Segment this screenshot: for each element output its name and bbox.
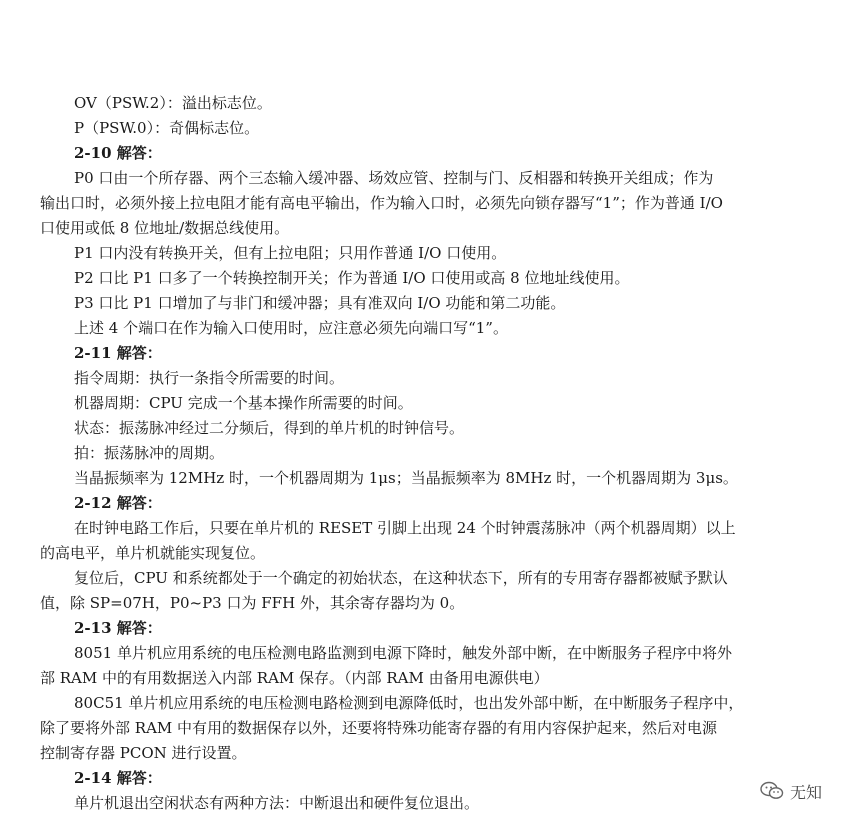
text-line: 的高电平，单片机就能实现复位。 — [40, 544, 266, 562]
text-line: 除了要将外部 RAM 中有用的数据保存以外，还要将特殊功能寄存器的有用内容保护起来，然后对电源 — [40, 719, 718, 737]
text-line: 指令周期：执行一条指令所需要的时间。 — [74, 369, 345, 387]
section-heading: 2-14 解答： — [74, 769, 162, 787]
text-line: OV（PSW.2）：溢出标志位。 — [74, 94, 272, 112]
text-line: P3 口比 P1 口增加了与非门和缓冲器；具有准双向 I/O 功能和第二功能。 — [74, 294, 566, 312]
text-line: 输出口时，必须外接上拉电阻才能有高电平输出，作为输入口时，必须先向锁存器写“1”；作为普通 I/O — [40, 194, 723, 212]
wechat-icon — [760, 781, 784, 801]
text-line: 单片机退出空闲状态有两种方法：中断退出和硬件复位退出。 — [74, 794, 480, 812]
text-line: P（PSW.0）：奇偶标志位。 — [74, 119, 260, 137]
text-line: 在时钟电路工作后，只要在单片机的 RESET 引脚上出现 24 个时钟震荡脉冲（两个机器周期）以上 — [74, 519, 736, 537]
text-line: 当晶振频率为 12MHz 时，一个机器周期为 1μs；当晶振频率为 8MHz 时，一个机器周期为 3μs。 — [74, 469, 738, 487]
text-line: 值，除 SP=07H，P0~P3 口为 FFH 外，其余寄存器均为 0。 — [40, 594, 465, 612]
text-line: 上述 4 个端口在作为输入口使用时，应注意必须先向端口写“1”。 — [74, 319, 508, 337]
text-line: 拍：振荡脉冲的周期。 — [74, 444, 225, 462]
text-line: P0 口由一个所存器、两个三态输入缓冲器、场效应管、控制与门、反相器和转换开关组成；作为 — [74, 169, 714, 187]
watermark-text: 无知 — [790, 782, 823, 802]
text-line: P1 口内没有转换开关，但有上拉电阻；只用作普通 I/O 口使用。 — [74, 244, 507, 262]
section-heading: 2-12 解答： — [74, 494, 162, 512]
text-line: 状态：振荡脉冲经过二分频后，得到的单片机的时钟信号。 — [74, 419, 465, 437]
section-heading: 2-13 解答： — [74, 619, 162, 637]
watermark — [760, 777, 852, 805]
text-line: 8051 单片机应用系统的电压检测电路监测到电源下降时，触发外部中断，在中断服务子程序中将外 — [74, 644, 732, 662]
text-line: 口使用或低 8 位地址/数据总线使用。 — [40, 219, 290, 237]
text-line: 复位后，CPU 和系统都处于一个确定的初始状态，在这种状态下，所有的专用寄存器都被赋予默认 — [74, 569, 728, 587]
section-heading: 2-11 解答： — [74, 344, 162, 362]
text-line: 机器周期：CPU 完成一个基本操作所需要的时间。 — [74, 394, 413, 412]
section-heading: 2-10 解答： — [74, 144, 162, 162]
text-line: 控制寄存器 PCON 进行设置。 — [40, 744, 247, 762]
text-line: 部 RAM 中的有用数据送入内部 RAM 保存。（内部 RAM 由备用电源供电） — [40, 669, 549, 687]
text-line: P2 口比 P1 口多了一个转换控制开关；作为普通 I/O 口使用或高 8 位地址线使用。 — [74, 269, 630, 287]
text-line: 80C51 单片机应用系统的电压检测电路检测到电源降低时，也出发外部中断，在中断服务子程序中， — [74, 694, 744, 712]
